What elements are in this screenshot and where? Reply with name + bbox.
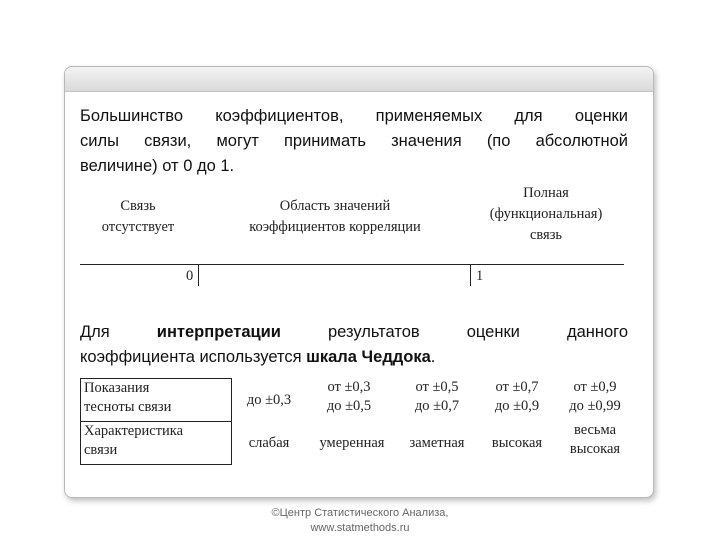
word-4: оценки (466, 323, 520, 341)
full-link-label-line-2: (функциональная) (489, 206, 603, 222)
word-2: интерпретации (156, 323, 281, 341)
char-cell-5-line-1: весьма (573, 422, 617, 438)
char-cell-2 (304, 434, 400, 453)
range-cell-4-line-1: от ±0,7 (495, 379, 539, 395)
intro-line-2: силы связи, могут принимать значения (по абсолютной (80, 132, 628, 150)
range-cell-3 (394, 378, 480, 416)
char-cell-4-line-1: высокая (491, 435, 543, 451)
intro-line-1: Большинство коэффициентов, применяемых для оценки (80, 107, 628, 125)
intro-paragraph (80, 104, 628, 179)
range-cell-2-line-1: от ±0,3 (327, 379, 371, 395)
range-cell-1-line-1: до ±0,3 (246, 392, 292, 408)
range-cell-2 (308, 378, 390, 416)
footer-credit (230, 506, 490, 536)
char-cell-5-line-2: высокая (569, 441, 621, 457)
interpretation-line-1 (80, 320, 628, 345)
interpretation-line-2 (80, 345, 628, 370)
line2-suffix: . (430, 348, 436, 366)
range-cell-3-line-1: от ±0,5 (415, 379, 459, 395)
intro-line-3: величине) от 0 до 1. (80, 157, 235, 175)
word-1: Для (80, 323, 110, 341)
zero-tick (198, 264, 199, 286)
range-cell-5 (558, 378, 632, 416)
row-header-strength-line-2: тесноты связи (84, 399, 172, 415)
range-cell-1 (234, 391, 304, 410)
word-3: результатов (327, 323, 420, 341)
range-cell-4-line-2: до ±0,9 (494, 398, 540, 414)
no-link-label-line-2: отсутствует (101, 219, 175, 235)
interpretation-paragraph (80, 320, 628, 370)
char-cell-3-line-1: заметная (409, 435, 465, 451)
range-cell-2-line-2: до ±0,5 (326, 398, 372, 414)
footer-line-2: www.statmethods.ru (310, 522, 410, 534)
row-header-characteristic-line-2: связи (84, 442, 118, 458)
row-header-characteristic-line-1: Характеристика (84, 423, 184, 439)
full-link-label (466, 183, 626, 246)
zero-label: 0 (186, 268, 194, 284)
full-link-label-line-1: Полная (523, 185, 569, 201)
row-header-characteristic (80, 421, 232, 465)
char-cell-5 (558, 421, 632, 459)
range-label-line-1: Область значений (279, 198, 391, 214)
range-cell-3-line-2: до ±0,7 (414, 398, 460, 414)
footer-line-1: ©Центр Статистического Анализа, (271, 507, 449, 519)
range-label-line-2: коэффициентов корреляции (249, 219, 421, 235)
no-link-label (82, 196, 194, 238)
range-label (220, 196, 450, 238)
row-header-strength-line-1: Показания (84, 380, 150, 396)
slide-top-bar (65, 67, 653, 92)
range-cell-5-line-2: до ±0,99 (569, 398, 621, 414)
char-cell-4 (480, 434, 554, 453)
range-cell-4 (480, 378, 554, 416)
one-tick (470, 264, 471, 286)
char-cell-3 (398, 434, 476, 453)
char-cell-1 (234, 434, 304, 453)
cheddock-scale-term: шкала Чеддока (306, 348, 431, 366)
word-5: данного (566, 323, 628, 341)
char-cell-1-line-1: слабая (248, 435, 290, 451)
full-link-label-line-3: связь (529, 227, 563, 243)
no-link-label-line-1: Связь (120, 198, 156, 214)
one-label: 1 (476, 268, 484, 284)
range-cell-5-line-1: от ±0,9 (573, 379, 617, 395)
scale-axis-line (80, 264, 624, 265)
line2-prefix: коэффициента используется (80, 348, 307, 366)
row-header-strength (80, 378, 232, 422)
char-cell-2-line-1: умеренная (319, 435, 385, 451)
